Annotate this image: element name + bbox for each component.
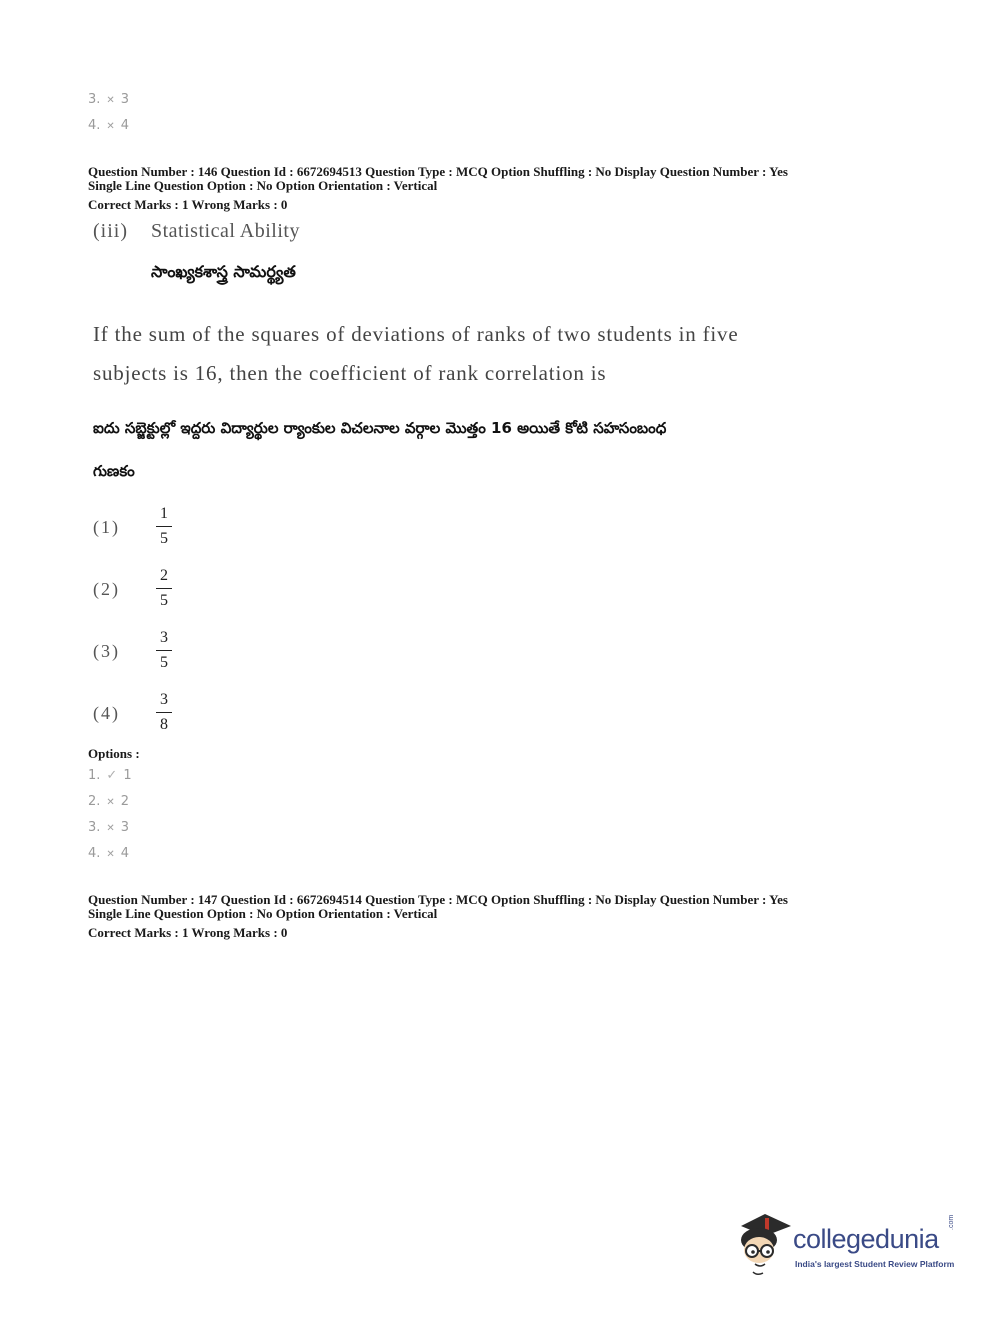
option-1: 1. ✓ 1 [88, 768, 132, 783]
q147-meta-line3: Correct Marks : 1 Wrong Marks : 0 [88, 925, 288, 940]
logo-suffix: .com [948, 1214, 955, 1230]
collegedunia-logo [735, 1210, 965, 1280]
choice-fraction-4: 3 8 [154, 691, 174, 734]
cross-icon: ✕ [106, 121, 115, 132]
options-label: Options : [88, 746, 140, 761]
choice-label-2: (2) [93, 579, 120, 599]
option-2: 2. ✕ 2 [88, 794, 130, 809]
question-text-telugu-line2: గుణకం [93, 462, 135, 480]
logo-tagline: India's largest Student Review Platform [795, 1259, 955, 1269]
choice-fraction-3: 3 5 [154, 629, 174, 672]
q147-meta-line2: Single Line Question Option : No Option Orientation : Vertical [88, 906, 438, 921]
choice-label-1: (1) [93, 517, 120, 537]
check-icon: ✓ [106, 768, 118, 783]
choice-fraction-1: 1 5 [154, 505, 174, 548]
cross-icon: ✕ [106, 95, 115, 106]
q146-meta-line1: Question Number : 146 Question Id : 6672694513 Question Type : MCQ Option Shuffling : No Display Question Number : Yes [88, 164, 788, 179]
section-number: (iii) [93, 220, 128, 242]
cross-icon: ✕ [106, 823, 115, 834]
q146-meta-line3: Correct Marks : 1 Wrong Marks : 0 [88, 197, 288, 212]
cross-icon: ✕ [106, 849, 115, 860]
question-text-line2: subjects is 16, then the coefficient of rank correlation is [93, 361, 607, 385]
prev-option-3: 3. ✕ 3 [88, 92, 130, 107]
mascot-icon [735, 1210, 797, 1280]
choice-label-3: (3) [93, 641, 120, 661]
option-4: 4. ✕ 4 [88, 846, 130, 861]
choice-label-4: (4) [93, 703, 120, 723]
q147-meta-line1: Question Number : 147 Question Id : 6672694514 Question Type : MCQ Option Shuffling : No Display Question Number : Yes [88, 892, 788, 907]
prev-option-4: 4. ✕ 4 [88, 118, 130, 133]
cross-icon: ✕ [106, 797, 115, 808]
section-title: Statistical Ability [151, 220, 300, 242]
option-3: 3. ✕ 3 [88, 820, 130, 835]
question-text-line1: If the sum of the squares of deviations of ranks of two students in five [93, 322, 739, 346]
logo-wordmark: collegedunia [793, 1224, 939, 1254]
q146-meta-line2: Single Line Question Option : No Option Orientation : Vertical [88, 178, 438, 193]
question-text-telugu-line1: ఐదు సబ్జెక్టుల్లో ఇద్దరు విద్యార్థుల ర్యాంకుల విచలనాల వర్గాల మొత్తం 16 అయితే కోటి సహసంబంధ [93, 419, 667, 437]
section-title-telugu: సాంఖ్యకశాస్త్ర సామర్థ్యత [151, 262, 296, 281]
choice-fraction-2: 2 5 [154, 567, 174, 610]
